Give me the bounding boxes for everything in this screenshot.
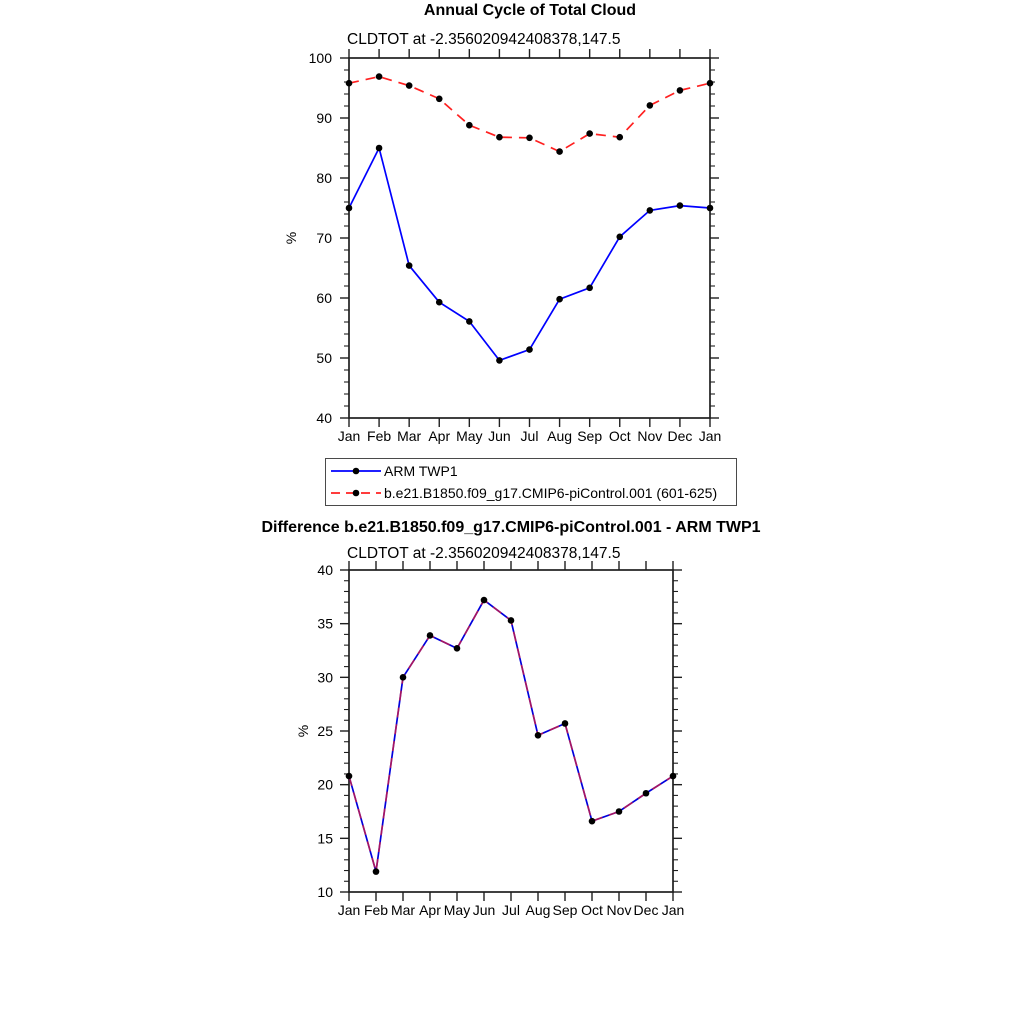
axis-frame [349, 58, 710, 418]
x-tick-label: Jun [472, 902, 496, 918]
y-tick-label: 80 [316, 170, 332, 186]
y-axis-ticks [309, 50, 719, 426]
y-tick-label: 60 [316, 290, 332, 306]
y-axis-label-percent: % [283, 231, 299, 245]
series-line-0-0 [349, 148, 710, 360]
series-markers-0-0 [346, 145, 714, 364]
x-tick-label: Oct [608, 428, 631, 444]
x-tick-label: Mar [397, 428, 422, 444]
y-tick-label: 70 [316, 230, 332, 246]
x-tick-label: Jan [337, 428, 361, 444]
legend-label-arm-twp1: ARM TWP1 [384, 463, 458, 479]
x-tick-label: Jan [661, 902, 685, 918]
x-tick-label: Jun [488, 428, 511, 444]
legend-item-arm-twp1 [329, 460, 736, 482]
legend-label-picontrol: b.e21.B1850.f09_g17.CMIP6-piControl.001 (601-625) [384, 485, 718, 501]
top-chart-title: Annual Cycle of Total Cloud [423, 2, 637, 19]
x-tick-label: Sep [552, 902, 578, 918]
x-tick-label: Oct [581, 902, 603, 918]
x-tick-label: Feb [363, 902, 389, 918]
bottom-chart-title: Difference b.e21.B1850.f09_g17.CMIP6-piControl.001 - ARM TWP1 [261, 519, 761, 536]
y-tick-label: 50 [316, 350, 332, 366]
x-tick-label: Nov [606, 902, 632, 918]
x-tick-label: Apr [419, 902, 441, 918]
x-axis-ticks [338, 49, 722, 444]
y-tick-label: 25 [317, 723, 333, 739]
x-tick-label: Jul [520, 428, 539, 444]
x-tick-label: Jan [337, 902, 361, 918]
chart-panel-bottom [295, 561, 684, 918]
x-tick-label: Aug [525, 902, 551, 918]
series-line-1-0 [349, 600, 673, 872]
x-tick-label: Jan [698, 428, 722, 444]
y-tick-label: 35 [317, 615, 333, 632]
y-tick-label: 90 [316, 110, 332, 126]
series-line-overlay-1-0 [349, 600, 673, 872]
y-tick-label: 100 [308, 50, 332, 66]
y-tick-label: 40 [317, 562, 333, 578]
legend-line-sample-blue-solid [329, 461, 384, 481]
x-axis-ticks [338, 561, 685, 918]
y-tick-label: 30 [317, 669, 333, 686]
legend-box [325, 458, 737, 506]
x-tick-label: May [443, 902, 471, 918]
x-tick-label: Nov [637, 428, 663, 444]
x-tick-label: Jul [502, 902, 520, 918]
legend-item-picontrol [329, 482, 736, 504]
x-tick-label: Mar [390, 902, 416, 918]
y-tick-label: 15 [317, 830, 333, 847]
series-markers-0-1 [346, 73, 714, 155]
x-tick-label: Aug [547, 428, 573, 444]
bottom-chart-subtitle: CLDTOT at -2.356020942408378,147.5 [347, 545, 621, 562]
y-axis-label-percent: % [295, 724, 311, 738]
x-tick-label: Apr [428, 428, 451, 444]
top-chart-subtitle: CLDTOT at -2.356020942408378,147.5 [347, 31, 621, 48]
x-tick-label: Dec [633, 902, 659, 918]
x-tick-label: Sep [577, 428, 603, 444]
y-tick-label: 10 [317, 884, 333, 900]
y-tick-label: 40 [316, 410, 332, 426]
x-tick-label: Dec [667, 428, 693, 444]
legend-line-sample-red-dashed [329, 483, 384, 503]
chart-panel-top [283, 49, 721, 444]
y-tick-label: 20 [317, 776, 333, 793]
x-tick-label: May [456, 428, 483, 444]
x-tick-label: Feb [367, 428, 392, 444]
